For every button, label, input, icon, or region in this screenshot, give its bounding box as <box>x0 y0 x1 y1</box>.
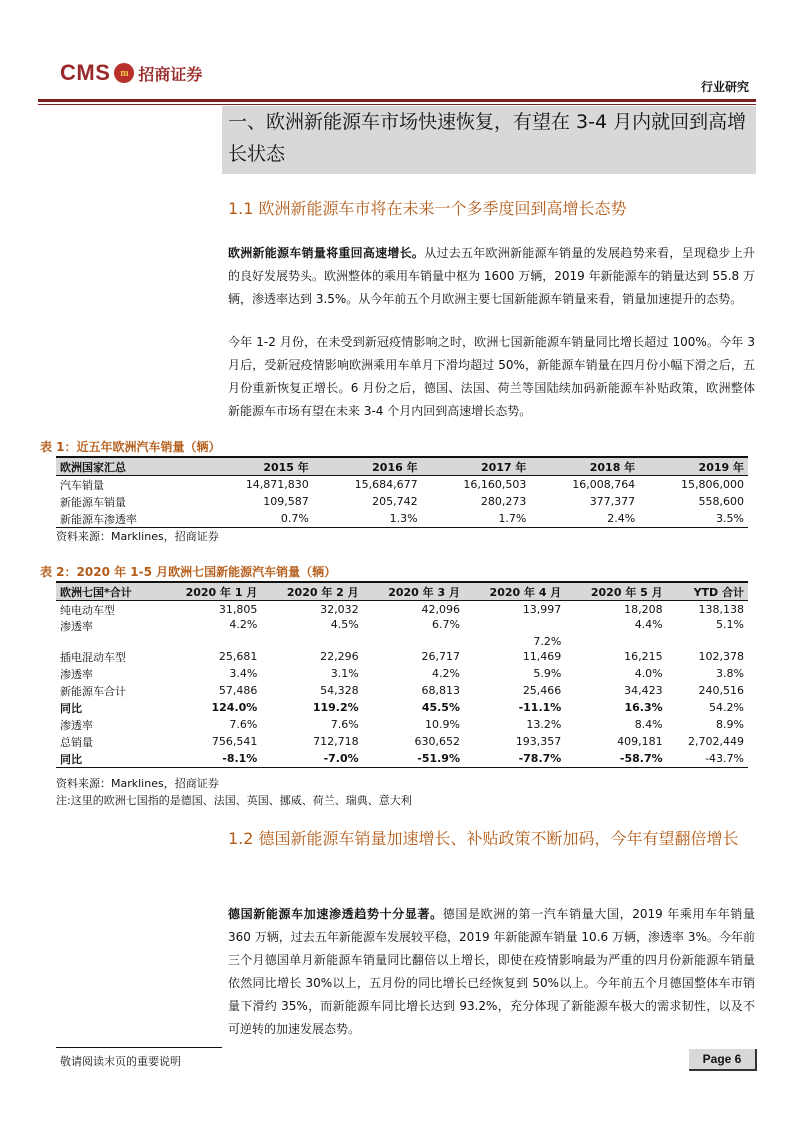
table-cell: 2.4% <box>607 512 636 525</box>
table-cell: 193,357 <box>515 735 562 748</box>
table-cell: 总销量 <box>60 735 93 749</box>
paragraph-3-lead: 德国新能源车加速渗透趋势十分显著。 <box>228 907 443 921</box>
table2 <box>56 581 748 768</box>
table1-header-cell: 2017 年 <box>422 457 531 476</box>
table1-header-row <box>56 457 748 476</box>
table-cell: 68,813 <box>421 684 460 697</box>
table-cell: 13,997 <box>522 603 562 616</box>
table-row <box>56 699 748 716</box>
table-cell: 渗透率 <box>60 620 93 633</box>
table-cell: 4.4% <box>634 618 663 631</box>
table-cell: 409,181 <box>617 735 663 748</box>
table-cell: 4.5% <box>330 618 359 631</box>
table-cell: 新能源车销量 <box>60 495 126 509</box>
table-row <box>56 665 748 682</box>
table2-header-cell: 2020 年 5 月 <box>565 582 666 601</box>
table-cell: 138,138 <box>698 603 744 616</box>
table-cell: 34,423 <box>624 684 663 697</box>
table-cell: 纯电动车型 <box>60 603 115 617</box>
table-row <box>56 682 748 699</box>
table1-header-cell: 2015 年 <box>204 457 313 476</box>
table-cell: 7.2% <box>533 635 562 648</box>
table-cell: 1.3% <box>389 512 418 525</box>
table-row <box>56 510 748 528</box>
table1-header-cell: 2018 年 <box>530 457 639 476</box>
table-row <box>56 733 748 750</box>
table-cell: 712,718 <box>313 735 359 748</box>
table2-header-cell: 2020 年 1 月 <box>160 582 261 601</box>
table-cell: -78.7% <box>518 752 562 765</box>
table2-title: 表 2：2020 年 1-5 月欧洲七国新能源汽车销量（辆） <box>40 565 337 579</box>
table-cell: 16,160,503 <box>463 478 527 491</box>
table-cell: 15,684,677 <box>354 478 418 491</box>
table-cell: 102,378 <box>698 650 744 663</box>
table-cell: 630,652 <box>414 735 460 748</box>
table-cell: 3.4% <box>229 667 258 680</box>
section-heading-1-1: 1.1 欧洲新能源车市将在未来一个多季度回到高增长态势 <box>228 199 627 218</box>
table-row <box>56 476 748 494</box>
table-cell: 32,032 <box>320 603 359 616</box>
table-cell: 18,208 <box>624 603 663 616</box>
header-rule <box>38 99 756 102</box>
table-cell: 25,681 <box>218 650 258 663</box>
table-cell: 13.2% <box>526 718 562 731</box>
table-cell: 4.2% <box>432 667 460 680</box>
table-row <box>56 618 748 648</box>
table-cell: 新能源车渗透率 <box>60 512 137 526</box>
table1-title: 表 1：近五年欧洲汽车销量（辆） <box>40 440 221 454</box>
table-cell: 756,541 <box>211 735 258 748</box>
table-cell: -11.1% <box>518 701 562 714</box>
logo-mark-icon: m <box>114 63 134 83</box>
paragraph-1-lead: 欧洲新能源车销量将重回高速增长。 <box>228 246 425 260</box>
table2-header-cell: YTD 合计 <box>667 582 748 601</box>
table-cell: 同比 <box>60 752 82 766</box>
paragraph-3-text: 德国是欧洲的第一汽车销量大国，2019 年乘用车年销量 360 万辆，过去五年新能源车发展较平稳，2019 年新能源车销量 10.6 万辆，渗透率 3%。今年前三个月德国单月新能源车销量同比翻倍以上增长，即使在疫情影响最为严重的四月份新能源车销量依然同比增长 30%以上，五月份的同比增长已经恢复到 50%以上。今年前五个月德国整体车市销量下滑约 35%，而新能源车同比增长达到 93.2%，充分体现了新能源车极大的需求韧性，以及不可逆转的加速发展态势。 <box>228 907 755 1036</box>
table-cell: 26,717 <box>421 650 460 663</box>
table2-header-cell: 2020 年 3 月 <box>363 582 464 601</box>
table1-header-cell: 2019 年 <box>639 457 748 476</box>
paragraph-3 <box>228 903 755 1041</box>
table-cell: 5.9% <box>533 667 562 680</box>
table-cell: 8.9% <box>716 718 744 731</box>
table-cell: 新能源车合计 <box>60 684 126 698</box>
table-cell: 6.7% <box>432 618 460 631</box>
table-cell: 0.7% <box>280 512 309 525</box>
table-row <box>56 716 748 733</box>
table-cell: -7.0% <box>323 752 359 765</box>
table-cell: 3.5% <box>716 512 744 525</box>
table-cell: 31,805 <box>218 603 258 616</box>
paragraph-1-text: 从过去五年欧洲新能源车销量的发展趋势来看，呈现稳步上升的良好发展势头。欧洲整体的乘用车销量中枢为 1600 万辆，2019 年新能源车的销量达到 55.8 万辆，渗透率达到 3.5%。从今年前五个月欧洲主要七国新能源车销量来看，销量加速提升的态势。 <box>228 246 755 306</box>
table1 <box>56 456 748 528</box>
footer-disclaimer: 敬请阅读末页的重要说明 <box>60 1055 181 1068</box>
table-cell: 119.2% <box>312 701 359 714</box>
table-cell: 57,486 <box>218 684 258 697</box>
table-cell: 558,600 <box>698 495 744 508</box>
table-cell: 240,516 <box>698 684 744 697</box>
table-cell: 渗透率 <box>60 718 93 732</box>
logo-chinese-name: 招商证券 <box>138 64 203 84</box>
table2-header-cell: 2020 年 2 月 <box>261 582 362 601</box>
section-label: 行业研究 <box>700 80 749 94</box>
table2-note: 注:这里的欧洲七国指的是德国、法国、英国、挪威、荷兰、瑞典、意大利 <box>56 794 412 807</box>
page-number: Page 6 <box>689 1049 757 1071</box>
table-cell: 10.9% <box>425 718 460 731</box>
table-cell: -58.7% <box>619 752 663 765</box>
section-heading-1-2: 1.2 德国新能源车销量加速增长、补贴政策不断加码，今年有望翻倍增长 <box>228 829 739 848</box>
table-cell: 124.0% <box>211 701 258 714</box>
table-cell: 45.5% <box>421 701 460 714</box>
table-cell: 22,296 <box>320 650 359 663</box>
table2-header-row <box>56 582 748 601</box>
table-row <box>56 750 748 768</box>
table-cell: 汽车销量 <box>60 478 104 492</box>
table-cell: 渗透率 <box>60 667 93 681</box>
table-cell: 54,328 <box>320 684 359 697</box>
table-cell: 377,377 <box>589 495 636 508</box>
table-cell: 同比 <box>60 701 82 715</box>
table-cell: -51.9% <box>417 752 460 765</box>
table-cell: 16,008,764 <box>572 478 636 491</box>
table-cell: 3.8% <box>716 667 744 680</box>
table-row <box>56 493 748 510</box>
table-cell: 3.1% <box>330 667 359 680</box>
table-cell: 15,806,000 <box>681 478 744 491</box>
table-cell: 42,096 <box>421 603 460 616</box>
table1-source: 资料来源：Marklines，招商证券 <box>56 530 219 543</box>
table-cell: 16.3% <box>624 701 663 714</box>
table-cell: 14,871,830 <box>245 478 309 491</box>
table2-source: 资料来源：Marklines，招商证券 <box>56 777 219 790</box>
table-cell: -8.1% <box>222 752 258 765</box>
company-logo <box>60 60 202 86</box>
table-cell: 2,702,449 <box>688 735 744 748</box>
logo-cms-text: CMS <box>60 60 111 85</box>
chapter-heading: 一、欧洲新能源车市场快速恢复，有望在 3-4 月内就回到高增长状态 <box>228 111 747 165</box>
table-cell: 7.6% <box>229 718 258 731</box>
table-cell: 16,215 <box>624 650 663 663</box>
table-row <box>56 601 748 619</box>
table-cell: 280,273 <box>480 495 527 508</box>
footer-rule <box>56 1047 222 1048</box>
table-cell: 4.2% <box>229 618 258 631</box>
table-cell: 1.7% <box>498 512 527 525</box>
table-cell: 7.6% <box>330 718 359 731</box>
table-cell: 4.0% <box>634 667 663 680</box>
table2-header-cell: 2020 年 4 月 <box>464 582 565 601</box>
table-cell: 11,469 <box>522 650 562 663</box>
paragraph-1 <box>228 242 755 311</box>
table-cell: 205,742 <box>372 495 418 508</box>
table-cell: 25,466 <box>522 684 562 697</box>
paragraph-2: 今年 1-2 月份，在未受到新冠疫情影响之时，欧洲七国新能源车销量同比增长超过 100%。今年 3 月后，受新冠疫情影响欧洲乘用车单月下滑均超过 50%，新能源车销量在四月份小幅下滑之后，五月份重新恢复正增长。6 月份之后，德国、法国、荷兰等国陆续加码新能源车补贴政策，欧洲整体新能源车市场有望在未来 3-4 个月内回到高速增长态势。 <box>228 335 755 418</box>
table-cell: -43.7% <box>705 752 744 765</box>
table1-header-cell: 2016 年 <box>313 457 422 476</box>
table1-header-cell: 欧洲国家汇总 <box>56 457 204 476</box>
table-cell: 54.2% <box>709 701 744 714</box>
table-cell: 109,587 <box>263 495 309 508</box>
table-cell: 插电混动车型 <box>60 650 126 664</box>
table2-header-cell: 欧洲七国*合计 <box>56 582 160 601</box>
header-rule-thin <box>38 104 756 105</box>
table-row <box>56 648 748 665</box>
table-cell: 8.4% <box>634 718 663 731</box>
table-cell: 5.1% <box>716 618 744 631</box>
